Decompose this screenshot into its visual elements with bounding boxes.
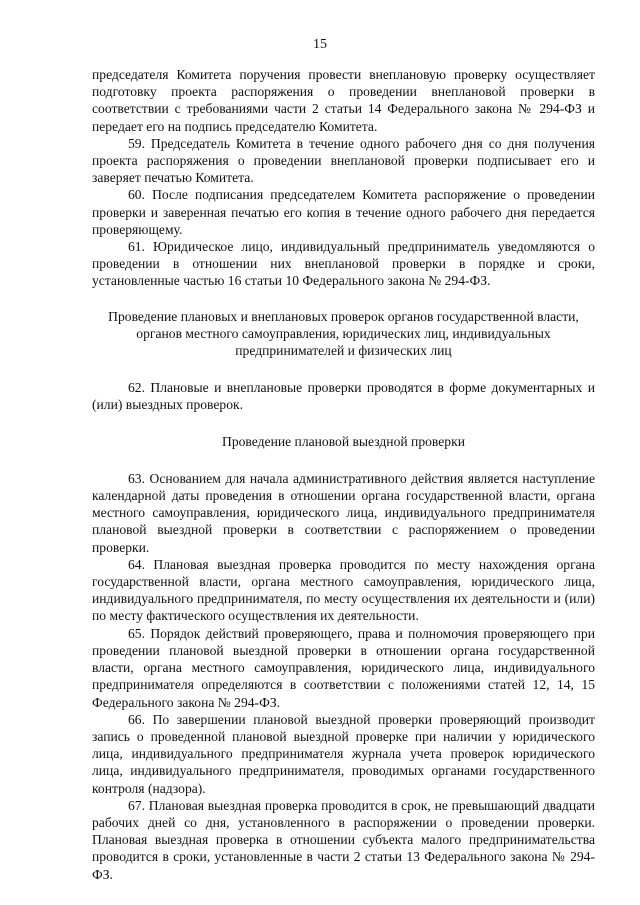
paragraph-continuation: председателя Комитета поручения провести внеплановую проверку осуществляет подготовку проекта распоряжения о проведении внеплановой проверки в соответствии с требованиями части 2 статьи 14 Федерального закона № 294-ФЗ и передает его на подпись председателю Комитета. [92, 67, 595, 134]
paragraph-65: 65. Порядок действий проверяющего, права и полномочия проверяющего при проведении плановой выездной проверки в отношении органа государственной власти, органа местного самоуправления, юридического лица, индивидуального предпринимателя определяются в соответствии с положениями статей 12, 14, 15 Федерального закона № 294-ФЗ. [92, 625, 595, 710]
subsection-heading: Проведение плановой выездной проверки [222, 433, 465, 449]
paragraph-59: 59. Председатель Комитета в течение одного рабочего дня со дня получения проекта распоряжения о проведении внеплановой проверки подписывает его и заверяет печатью Комитета. [92, 135, 595, 186]
section-heading: Проведение плановых и внеплановых проверок органов государственной власти, органов местного самоуправления, юридических лиц, индивидуальных предпринимателей и физических лиц [108, 308, 579, 359]
paragraph-66: 66. По завершении плановой выездной проверки проверяющий производит запись о проведенной плановой выездной проверке при наличии у юридического лица, индивидуального предпринимателя журнала учета проверок юридического лица, индивидуального предпринимателя, проводимых органами государственного контроля (надзора). [92, 711, 595, 796]
paragraph-62: 62. Плановые и внеплановые проверки проводятся в форме документарных и (или) выездных проверок. [92, 380, 595, 413]
paragraph-60: 60. После подписания председателем Комитета распоряжение о проведении проверки и заверенная печатью его копия в течение одного рабочего дня передается проверяющему. [92, 187, 595, 237]
paragraph-67: 67. Плановая выездная проверка проводится в срок, не превышающий двадцати рабочих дней со дня, установленного в распоряжении о проведении проверки. Плановая выездная проверка в отношении субъекта малого предпринимательства проводится в сроки, установленные в части 2 статьи 13 Федерального закона № 294-ФЗ. [92, 797, 595, 882]
paragraph-64: 64. Плановая выездная проверка проводится по месту нахождения органа государственной власти, органа местного самоуправления, юридического лица, индивидуального предпринимателя, по месту осуществления их деятельности и (или) по месту фактического осуществления их деятельности. [92, 556, 595, 624]
page-number: 15 [313, 37, 327, 52]
document-body [92, 66, 595, 883]
paragraph-63: 63. Основанием для начала административного действия является наступление календарной даты проведения в отношении органа государственной власти, органа местного самоуправления, юридического лица, индивидуального предпринимателя плановой выездной проверки в соответствии с распоряжением о проведении проверки. [92, 470, 595, 555]
paragraph-61: 61. Юридическое лицо, индивидуальный предприниматель уведомляются о проведении в отношении них внеплановой проверки в порядке и сроки, установленные частью 16 статьи 10 Федерального закона № 294-ФЗ. [92, 239, 595, 289]
